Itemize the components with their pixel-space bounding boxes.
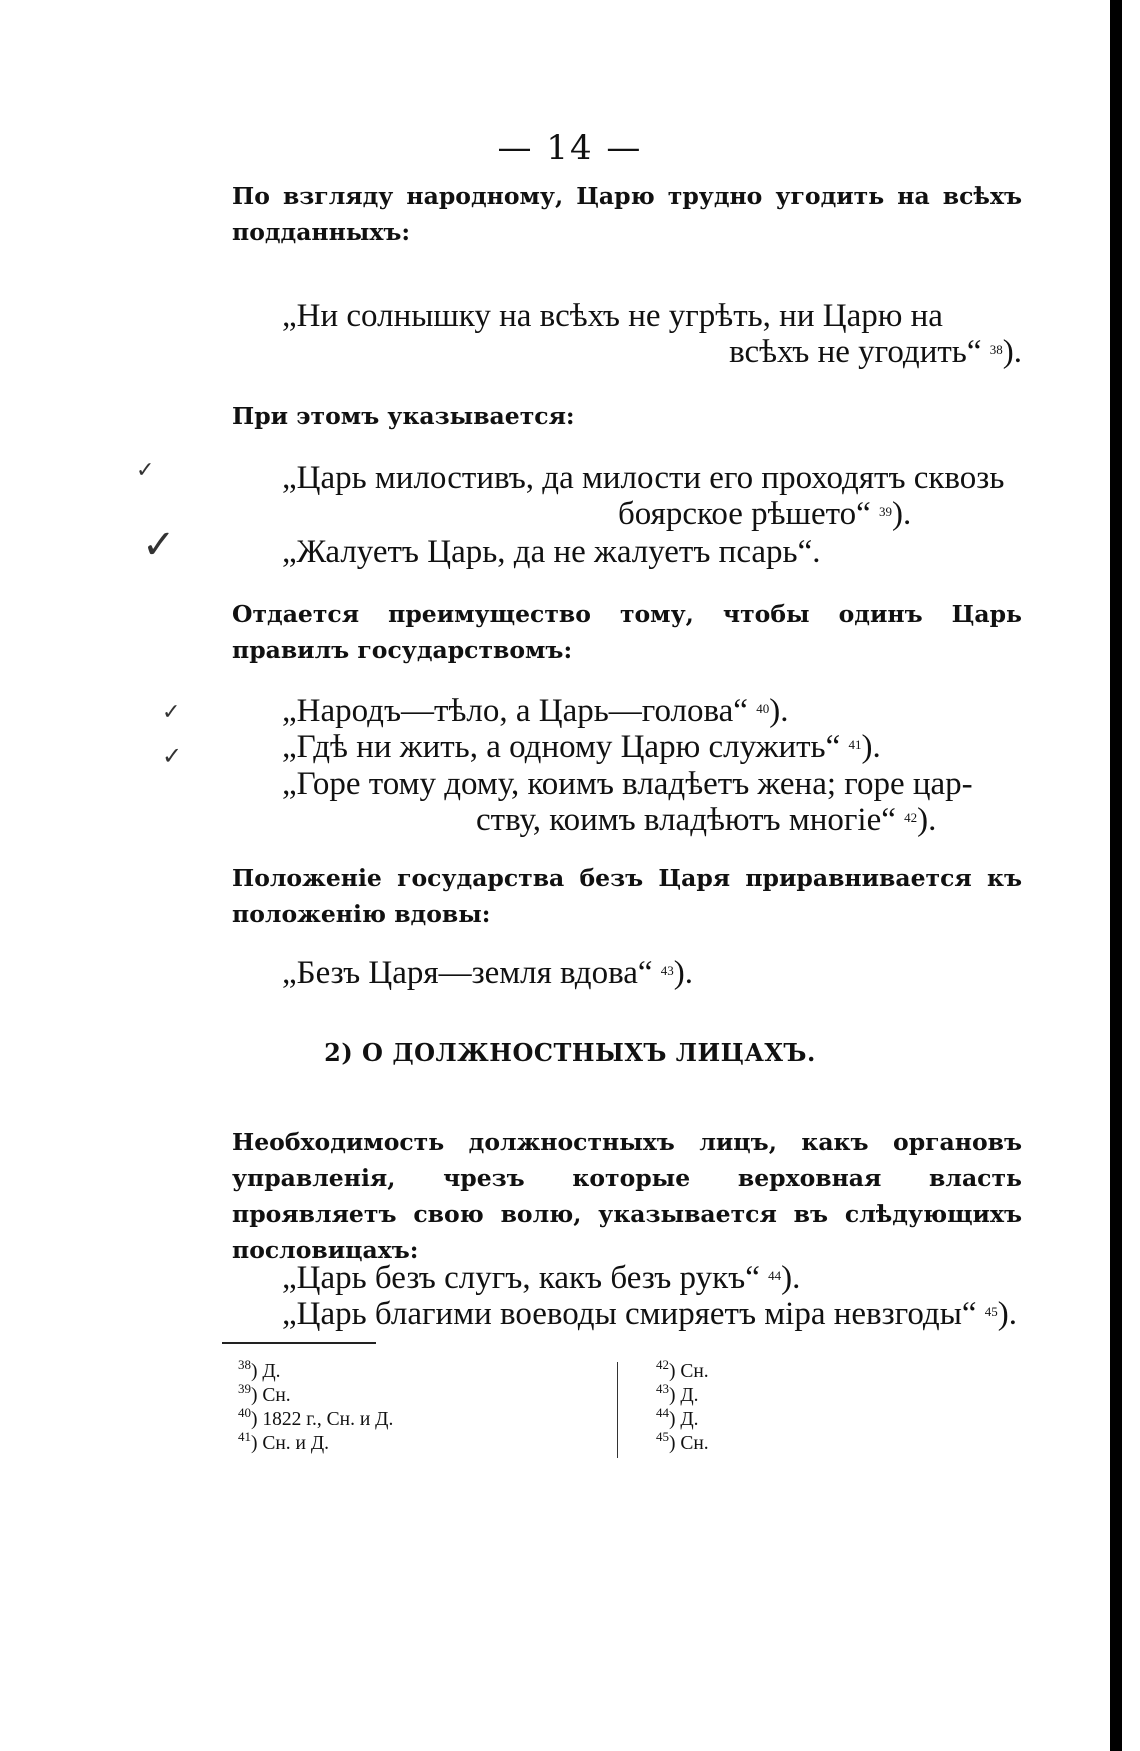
footnote-ref: 40 [756, 701, 770, 716]
proverb-tail: ). [781, 1260, 801, 1296]
proverb-2-text: боярское рѣшето“ [618, 496, 871, 532]
footnote-number: 41 [238, 1429, 251, 1444]
footnote-40 [238, 1405, 394, 1432]
paragraph-1: По взгляду народному, Царю трудно угодить на всѣхъ подданныхъ: [232, 182, 1022, 246]
footnote-text: ) Сн. [669, 1433, 709, 1454]
proverb-7-text: „Безъ Царя—земля вдова“ [282, 955, 653, 991]
proverb-tail: ). [769, 693, 789, 729]
proverb-tail: ). [673, 955, 694, 991]
proverb-1-text: всѣхъ не угодить“ [729, 334, 982, 370]
proverb-tail: ). [1002, 334, 1022, 370]
page-number: — 14 — [497, 128, 643, 168]
proverb-9 [282, 1296, 1022, 1332]
footnote-38 [238, 1357, 393, 1384]
proverb-4-text: „Народъ—тѣло, а Царь—голова“ [282, 693, 748, 729]
footnote-text: ) Д. [251, 1361, 281, 1382]
proverb-6-line-2 [476, 802, 996, 838]
proverb-tail: ). [997, 1296, 1018, 1332]
proverb-tail: ). [917, 802, 937, 838]
footnote-number: 40 [238, 1405, 251, 1420]
proverb-1-line-2 [282, 334, 1022, 370]
scan-border [1110, 0, 1122, 1751]
proverb-5-text: „Гдѣ ни жить, а одному Царю служить“ [282, 729, 841, 765]
footnote-number: 44 [656, 1405, 669, 1420]
proverb-2-line-2 [618, 496, 1018, 532]
footnote-rule [222, 1342, 376, 1344]
paragraph-4: Положеніе государства безъ Царя приравнивается къ положенію вдовы: [232, 864, 1022, 928]
footnote-number: 39 [238, 1381, 251, 1396]
proverb-8-text: „Царь безъ слугъ, какъ безъ рукъ“ [282, 1260, 760, 1296]
footnote-number: 43 [656, 1381, 669, 1396]
proverb-6-text: ству, коимъ владѣютъ многіе“ [476, 802, 896, 838]
proverb-6-line-1: „Горе тому дому, коимъ владѣетъ жена; горе цар- [282, 766, 973, 802]
paragraph-5: Необходимость должностныхъ лицъ, какъ органовъ управленія, чрезъ которые верховная власть проявляетъ свою волю, указывается въ слѣдующихъ пословицахъ: [232, 1128, 1022, 1264]
handwritten-check-mark: ✓ [136, 458, 155, 483]
proverb-4 [282, 693, 1022, 729]
paragraph-2: При этомъ указывается: [232, 402, 575, 430]
footnote-text: ) Сн. [669, 1361, 709, 1382]
footnote-number: 42 [656, 1357, 669, 1372]
footnote-text: ) 1822 г., Сн. и Д. [251, 1409, 394, 1430]
handwritten-check-mark: ✓ [162, 700, 181, 725]
proverb-3: „Жалуетъ Царь, да не жалуетъ псарь“. [282, 534, 821, 570]
footnote-divider [617, 1362, 618, 1458]
paragraph-3: Отдается преимущество тому, чтобы одинъ Царь правилъ государствомъ: [232, 600, 1022, 664]
footnote-41 [238, 1429, 393, 1456]
proverb-7 [282, 955, 1022, 991]
handwritten-check-mark: ✓ [162, 742, 183, 770]
footnote-text: ) Сн. [251, 1385, 291, 1406]
footnote-ref: 41 [848, 737, 862, 752]
section-heading: 2) О ДОЛЖНОСТНЫХЪ ЛИЦАХЪ. [324, 1038, 816, 1067]
footnote-number: 45 [656, 1429, 669, 1444]
footnotes-right [656, 1357, 709, 1456]
proverb-9-text: „Царь благими воеводы смиряетъ міра невзгоды“ [282, 1296, 977, 1332]
footnote-39 [238, 1381, 393, 1408]
footnote-ref: 39 [879, 504, 893, 519]
proverb-2-line-1: „Царь милостивъ, да милости его проходятъ сквозь [282, 460, 1005, 496]
footnote-45 [656, 1429, 709, 1456]
proverb-8 [282, 1260, 1022, 1296]
footnote-text: ) Д. [669, 1385, 699, 1406]
proverb-5 [282, 729, 1022, 765]
footnotes-left [238, 1357, 394, 1456]
footnote-ref: 44 [768, 1268, 782, 1283]
footnote-ref: 38 [989, 342, 1003, 357]
footnote-text: ) Сн. и Д. [251, 1433, 330, 1454]
footnote-ref: 45 [984, 1304, 998, 1319]
proverb-tail: ). [861, 729, 881, 765]
proverb-tail: ). [892, 496, 912, 532]
footnote-ref: 42 [904, 810, 918, 825]
footnote-number: 38 [238, 1357, 251, 1372]
footnote-ref: 43 [660, 963, 674, 978]
handwritten-check-mark: ✓ [142, 522, 176, 568]
proverb-1-line-1: „Ни солнышку на всѣхъ не угрѣть, ни Царю на [282, 298, 943, 334]
footnote-text: ) Д. [669, 1409, 699, 1430]
